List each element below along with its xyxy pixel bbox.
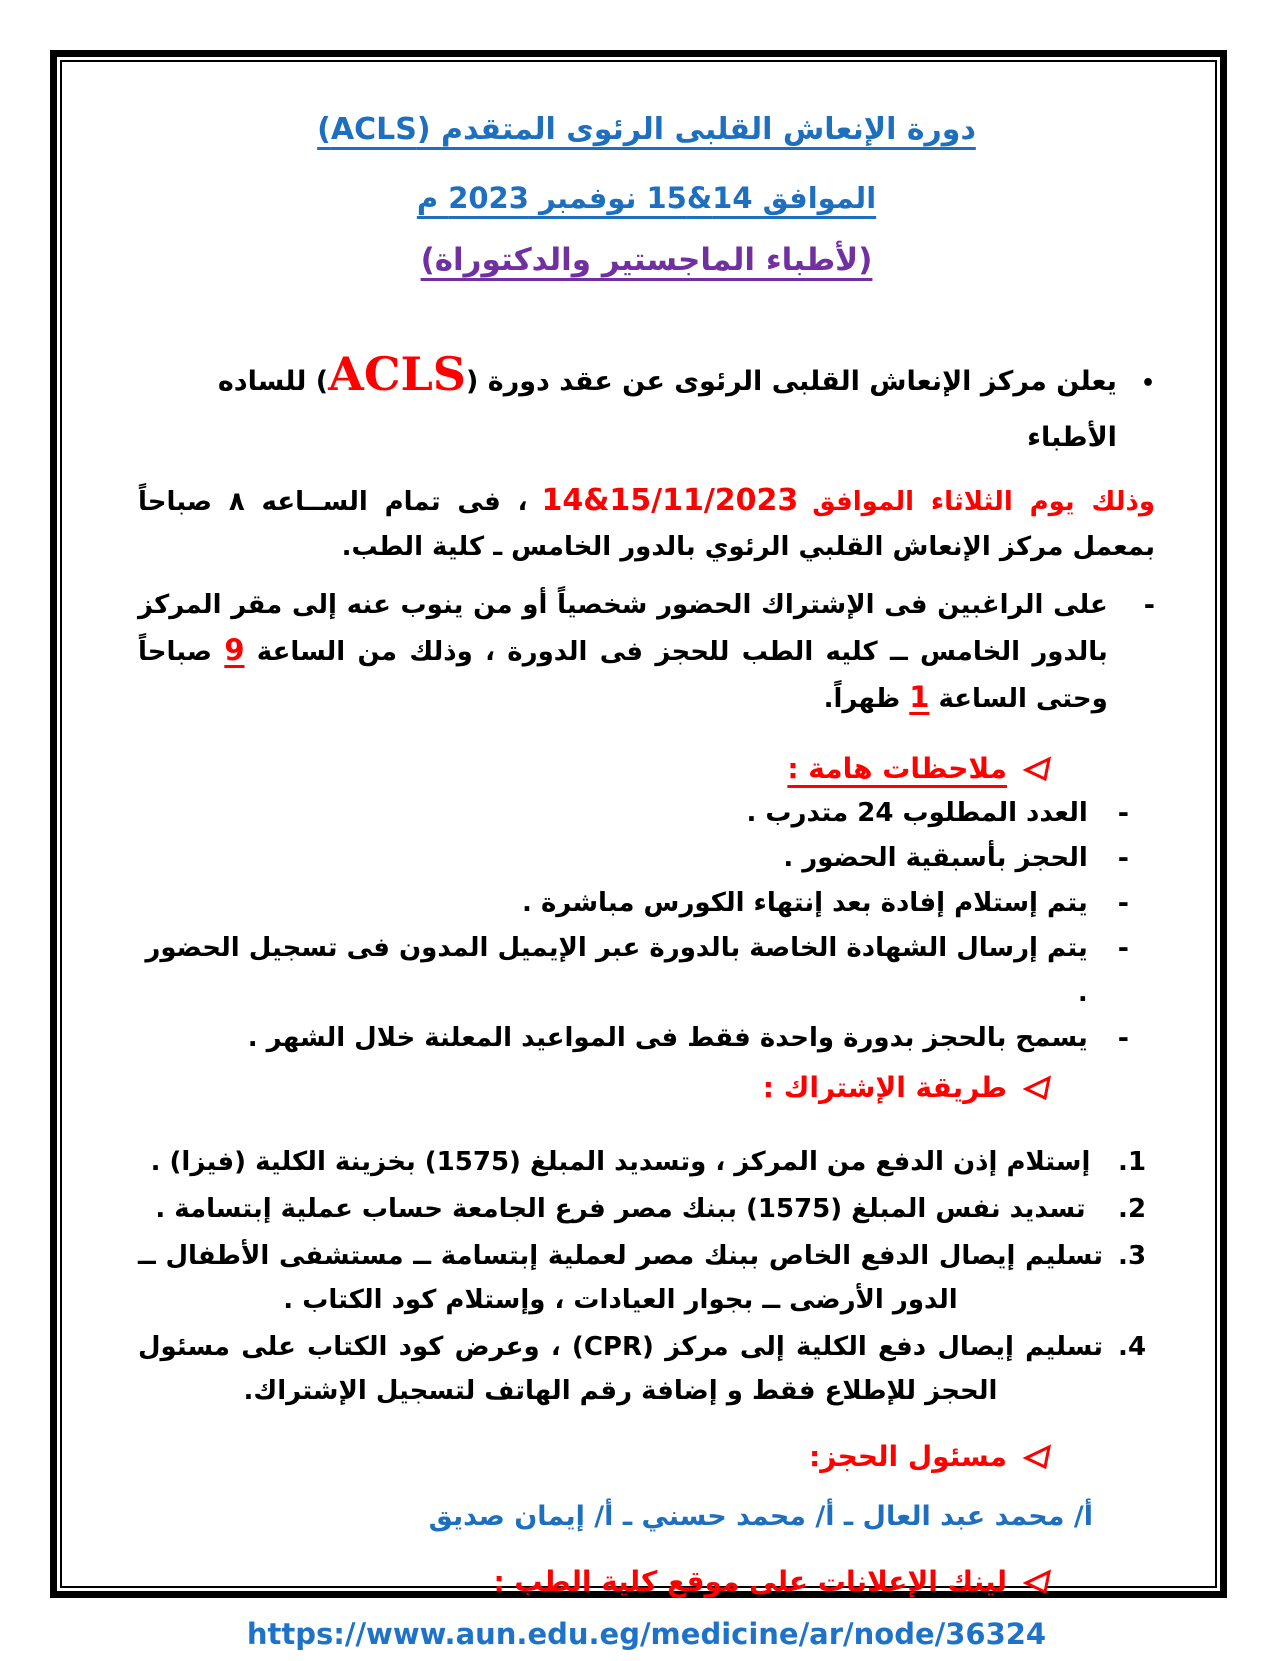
start-hour-red: 9 — [224, 633, 245, 667]
announcement-text — [138, 346, 1117, 466]
dash-bullet-icon: - — [1117, 933, 1129, 964]
arrow-bullet-icon — [1023, 1444, 1051, 1470]
dash-bullet-icon: - — [1117, 1023, 1129, 1054]
link-heading: لينك الإعلانات على موقع كلية الطب : — [493, 1565, 1007, 1598]
course-audience-line: (لأطباء الماجستير والدكتوراة) — [420, 242, 873, 278]
arrow-bullet-icon — [1023, 1075, 1051, 1101]
attendance-part2: صباحاً وحتى الساعة — [138, 637, 1108, 714]
booking-heading: مسئول الحجز: — [809, 1440, 1007, 1473]
attendance-text — [138, 583, 1108, 722]
round-bullet-icon: • — [1140, 371, 1155, 396]
schedule-paragraph — [138, 478, 1155, 570]
list-item — [138, 926, 1155, 1016]
dash-bullet-icon: - — [1117, 843, 1129, 874]
announcements-link[interactable]: https://www.aun.edu.eg/medicine/ar/node/36324 — [246, 1617, 1047, 1651]
dash-bullet-icon: - — [1117, 888, 1129, 919]
method-step: 1. إستلام إذن الدفع من المركز ، وتسديد المبلغ (1575) بخزينة الكلية (فيزا) . — [138, 1140, 1109, 1184]
list-item — [138, 836, 1155, 881]
method-step: 2. تسديد نفس المبلغ (1575) ببنك مصر فرع الجامعة حساب عملية إبتسامة . — [138, 1187, 1109, 1231]
schedule-date-red: 14&15/11/2023 — [541, 483, 799, 518]
method-heading: طريقة الإشتراك : — [762, 1071, 1007, 1104]
note-text: يسمح بالحجز بدورة واحدة فقط فى المواعيد المعلنة خلال الشهر . — [247, 1023, 1088, 1053]
announcement-post: ) للساده الأطباء — [217, 366, 1117, 453]
acls-highlight: ACLS — [328, 347, 467, 401]
notes-heading-row — [138, 747, 1155, 791]
notes-heading: ملاحظات هامة : — [787, 752, 1007, 785]
arrow-bullet-icon — [1023, 756, 1051, 782]
note-text: يتم إستلام إفادة بعد إنتهاء الكورس مباشرة . — [522, 888, 1088, 918]
schedule-lead-red: وذلك يوم الثلاثاء الموافق — [812, 487, 1155, 517]
booking-staff-names: أ/ محمد عبد العال ـ أ/ محمد حسني ـ أ/ إيمان صديق — [428, 1501, 1093, 1532]
end-hour-red: 1 — [909, 680, 930, 714]
notes-list — [138, 791, 1155, 1061]
announcement-pre: يعلن مركز الإنعاش القلبى الرئوى عن عقد دورة ( — [466, 366, 1117, 397]
attendance-part3: ظهراً. — [823, 684, 910, 714]
course-dates-line: الموافق 14&15 نوفمبر 2023 م — [416, 181, 877, 215]
list-item — [138, 791, 1155, 836]
attendance-part1: على الراغبين فى الإشتراك الحضور شخصياً أو من ينوب عنه إلى مقر المركز بالدور الخامس ــ كليه الطب للحجز فى الدورة ، وذلك من الساعة — [138, 590, 1108, 667]
page-border-inner-line — [60, 60, 1217, 1651]
announcement-line — [138, 346, 1155, 466]
method-step: 4. تسليم إيصال دفع الكلية إلى مركز (CPR) ، وعرض كود الكتاب على مسئول الحجز للإطلاع فقط و إضافة رقم الهاتف لتسجيل الإشتراك. — [138, 1325, 1109, 1413]
course-title: دورة الإنعاش القلبى الرئوى المتقدم (ACLS) — [317, 112, 976, 147]
announcement-url-line — [138, 1612, 1155, 1661]
method-step: 3. تسليم إيصال الدفع الخاص ببنك مصر لعملية إبتسامة ــ مستشفى الأطفال ــ الدور الأرضى ــ بجوار العيادات ، وإستلام كود الكتاب . — [138, 1234, 1109, 1322]
attendance-paragraph — [138, 583, 1155, 722]
dash-bullet-icon: - — [1117, 798, 1129, 829]
list-item — [138, 1016, 1155, 1061]
document-content — [62, 62, 1215, 1651]
note-text: الحجز بأسبقية الحضور . — [783, 843, 1088, 873]
method-heading-row — [138, 1066, 1155, 1110]
link-heading-row — [138, 1560, 1155, 1604]
page-border — [50, 50, 1227, 1651]
note-text: العدد المطلوب 24 متدرب . — [746, 798, 1088, 828]
booking-heading-row — [138, 1435, 1155, 1479]
note-text: يتم إرسال الشهادة الخاصة بالدورة عبر الإيميل المدون فى تسجيل الحضور . — [145, 933, 1088, 1008]
schedule-rest: ، فى تمام الســاعه ٨ صباحاً بمعمل مركز الإنعاش القلبي الرئوي بالدور الخامس ـ كلية الطب. — [138, 487, 1155, 562]
dash-bullet-icon: - — [1143, 590, 1155, 621]
list-item — [138, 881, 1155, 926]
arrow-bullet-icon — [1023, 1569, 1051, 1595]
method-steps-list — [138, 1140, 1155, 1413]
